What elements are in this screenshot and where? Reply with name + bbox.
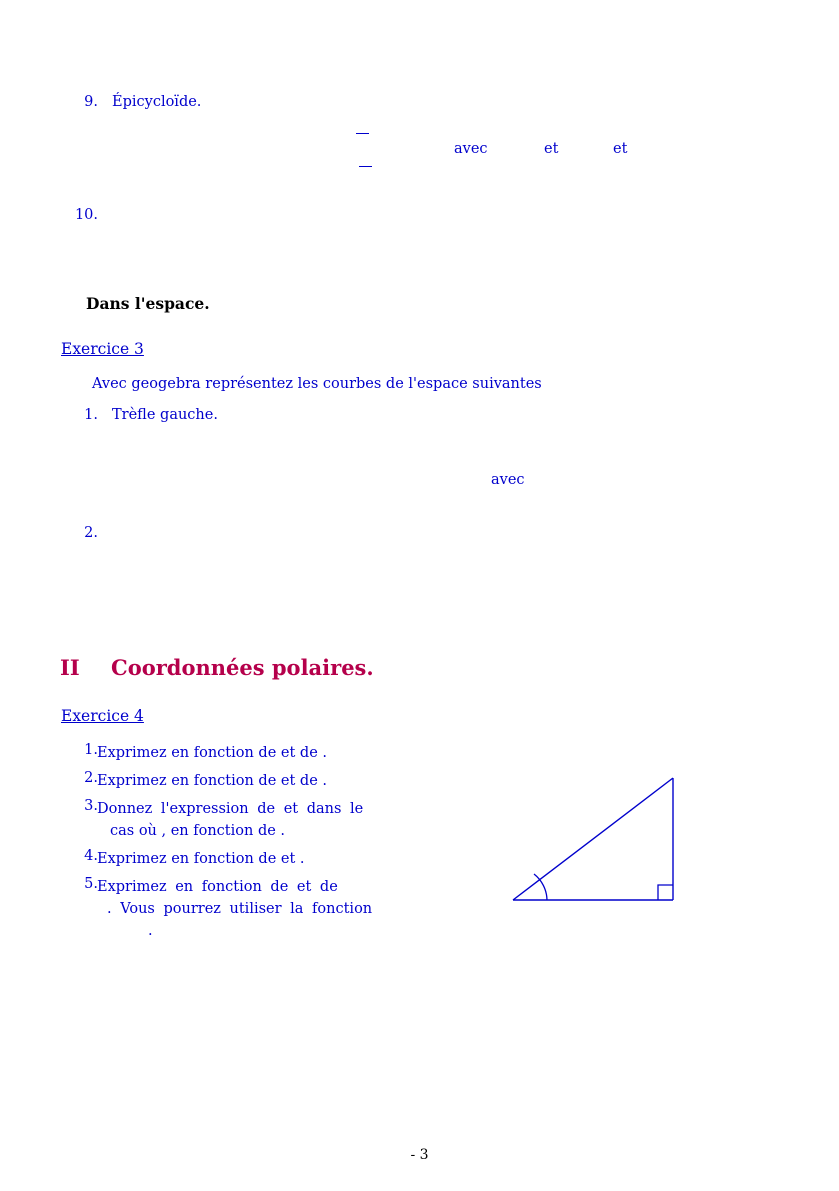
right-triangle-svg xyxy=(505,770,685,910)
polar-item-5-number: 5. xyxy=(84,876,98,892)
polar-item-2-number: 2. xyxy=(84,770,98,786)
space-formula-avec-label: avec xyxy=(491,472,525,488)
polar-item-3-line2: cas où , en fonction de . xyxy=(110,823,286,839)
polar-item-5-line1: Exprimez en fonction de et de xyxy=(97,879,338,895)
fraction-bar-lower xyxy=(359,166,372,167)
space-item-1-label: Trèfle gauche. xyxy=(112,407,218,423)
polar-item-5-line2: . Vous pourrez utiliser la fonction xyxy=(107,901,373,917)
right-angle-mark xyxy=(658,885,673,900)
list-item-9-label: Épicycloïde. xyxy=(112,94,202,110)
polar-item-3-line1: Donnez l'expression de et dans le xyxy=(97,801,364,817)
right-triangle-figure xyxy=(505,770,685,910)
space-item-1-number: 1. xyxy=(84,407,98,423)
polar-item-1-text: Exprimez en fonction de et de . xyxy=(97,745,327,761)
triangle-hypotenuse xyxy=(513,778,673,900)
section-title-polar: Coordonnées polaires. xyxy=(111,655,374,680)
polar-item-2-text: Exprimez en fonction de et de . xyxy=(97,773,327,789)
polar-item-1-number: 1. xyxy=(84,742,98,758)
list-item-10-number: 10. xyxy=(74,207,98,223)
polar-item-4-number: 4. xyxy=(84,848,98,864)
list-item-9-number: 9. xyxy=(84,94,98,110)
formula-avec-label: avec xyxy=(454,141,488,157)
formula-et-label-1: et xyxy=(544,141,559,157)
fraction-bar-upper xyxy=(356,133,369,134)
section-number-2: II xyxy=(60,655,80,680)
angle-arc xyxy=(534,874,547,900)
exercise-4-label: Exercice 4 xyxy=(61,707,144,725)
space-item-2-number: 2. xyxy=(84,525,98,541)
exercise-3-label: Exercice 3 xyxy=(61,340,144,358)
formula-et-label-2: et xyxy=(613,141,628,157)
subsection-heading-space: Dans l'espace. xyxy=(86,294,210,313)
polar-item-5-line3: . xyxy=(148,923,153,939)
exercise-3-intro: Avec geogebra représentez les courbes de l'espace suivantes xyxy=(92,376,542,392)
polar-item-3-number: 3. xyxy=(84,798,98,814)
page-footer: - 3 xyxy=(410,1147,429,1163)
polar-item-4-text: Exprimez en fonction de et . xyxy=(97,851,305,867)
